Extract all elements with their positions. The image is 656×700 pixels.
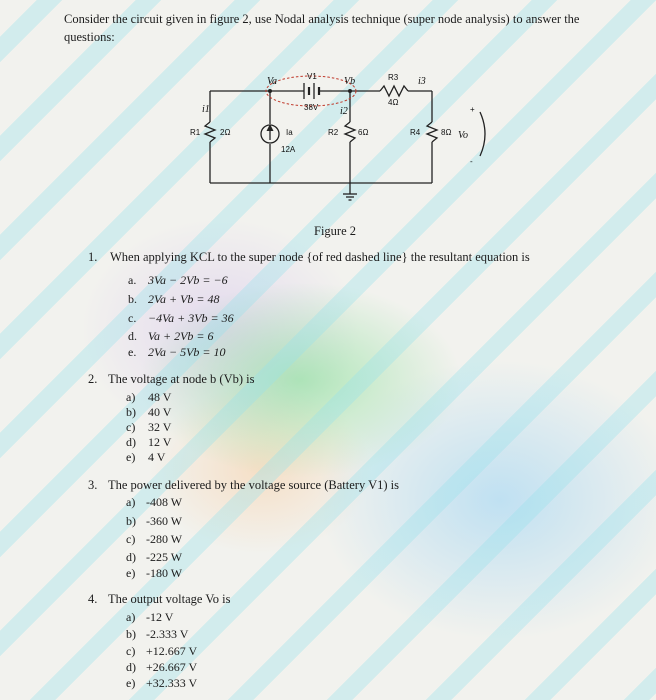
option-2b[interactable]: 40 V [148,405,172,419]
question-4-number: 4. [88,592,98,606]
label-vo-minus: - [470,157,473,166]
label-vb: Vb [344,76,356,87]
problem-intro: Consider the circuit given in figure 2, use Nodal analysis technique (super node analysis) to answer the questions: [64,12,580,44]
option-3b[interactable]: -360 W [146,514,183,528]
resistor-r3 [380,86,408,96]
option-4d[interactable]: +26.667 V [146,660,198,674]
label-ia: Ia [286,128,293,137]
option-1d-letter: d. [128,329,137,343]
option-1c[interactable]: −4Va + 3Vb = 36 [148,311,234,325]
label-ia-value: 12A [281,145,296,154]
option-4a-letter: a) [126,610,136,624]
option-3e[interactable]: -180 W [146,566,183,580]
option-1c-letter: c. [128,311,137,325]
question-2-number: 2. [88,372,98,386]
label-i2: i2 [340,106,348,117]
option-3c-letter: c) [126,532,136,546]
option-1b[interactable]: 2Va + Vb = 48 [148,292,220,306]
question-3-text: The power delivered by the voltage source (Battery V1) is [108,478,399,492]
option-3e-letter: e) [126,566,136,580]
option-3d-letter: d) [126,550,136,564]
label-r2: R2 [328,128,339,137]
label-v1: V1 [307,72,317,81]
option-2c-letter: c) [126,420,136,434]
option-2e[interactable]: 4 V [148,450,166,464]
resistor-r4 [427,122,437,142]
label-r4: R4 [410,128,421,137]
option-2e-letter: e) [126,450,136,464]
label-va: Va [267,76,277,87]
option-4e-letter: e) [126,676,136,690]
label-r1-value: 2Ω [220,128,231,137]
option-2b-letter: b) [126,405,136,419]
option-2d-letter: d) [126,435,136,449]
vo-bracket [480,112,485,156]
option-4d-letter: d) [126,660,136,674]
question-4-text: The output voltage Vo is [108,592,231,606]
label-i1: i1 [202,104,210,115]
option-4b[interactable]: -2.333 V [146,627,189,641]
option-4a[interactable]: -12 V [146,610,174,624]
circuit-diagram [190,64,490,214]
option-3a[interactable]: -408 W [146,495,183,509]
option-2d[interactable]: 12 V [148,435,172,449]
label-r3-value: 4Ω [388,98,399,107]
option-4c-letter: c) [126,644,136,658]
label-vo: Vo [458,130,468,141]
option-3d[interactable]: -225 W [146,550,183,564]
label-r3: R3 [388,73,399,82]
option-3b-letter: b) [126,514,136,528]
option-1d[interactable]: Va + 2Vb = 6 [148,329,214,343]
label-vo-plus: + [470,105,475,114]
option-2c[interactable]: 32 V [148,420,172,434]
resistor-r2 [345,122,355,142]
ground-symbol [343,183,357,200]
option-4c[interactable]: +12.667 V [146,644,198,658]
label-r1: R1 [190,128,201,137]
option-2a-letter: a) [126,390,136,404]
label-r2-value: 6Ω [358,128,369,137]
node-a-dot [268,89,272,93]
option-1e[interactable]: 2Va − 5Vb = 10 [148,345,226,359]
option-3c[interactable]: -280 W [146,532,183,546]
option-4e[interactable]: +32.333 V [146,676,198,690]
label-v1-value: 38V [304,103,319,112]
option-1a-letter: a. [128,273,137,287]
label-i3: i3 [418,76,426,87]
node-b-dot [348,89,352,93]
resistor-r1 [205,122,215,142]
option-4b-letter: b) [126,627,136,641]
battery-v1-symbol [304,83,319,99]
option-1a[interactable]: 3Va − 2Vb = −6 [148,273,228,287]
question-2-text: The voltage at node b (Vb) is [108,372,255,386]
option-2a[interactable]: 48 V [148,390,172,404]
question-1-text: When applying KCL to the super node {of red dashed line} the resultant equation is [110,250,530,264]
option-1e-letter: e. [128,345,137,359]
option-3a-letter: a) [126,495,136,509]
figure-caption: Figure 2 [314,224,357,238]
question-3-number: 3. [88,478,98,492]
question-1-number: 1. [88,250,98,264]
label-r4-value: 8Ω [441,128,452,137]
option-1b-letter: b. [128,292,137,306]
